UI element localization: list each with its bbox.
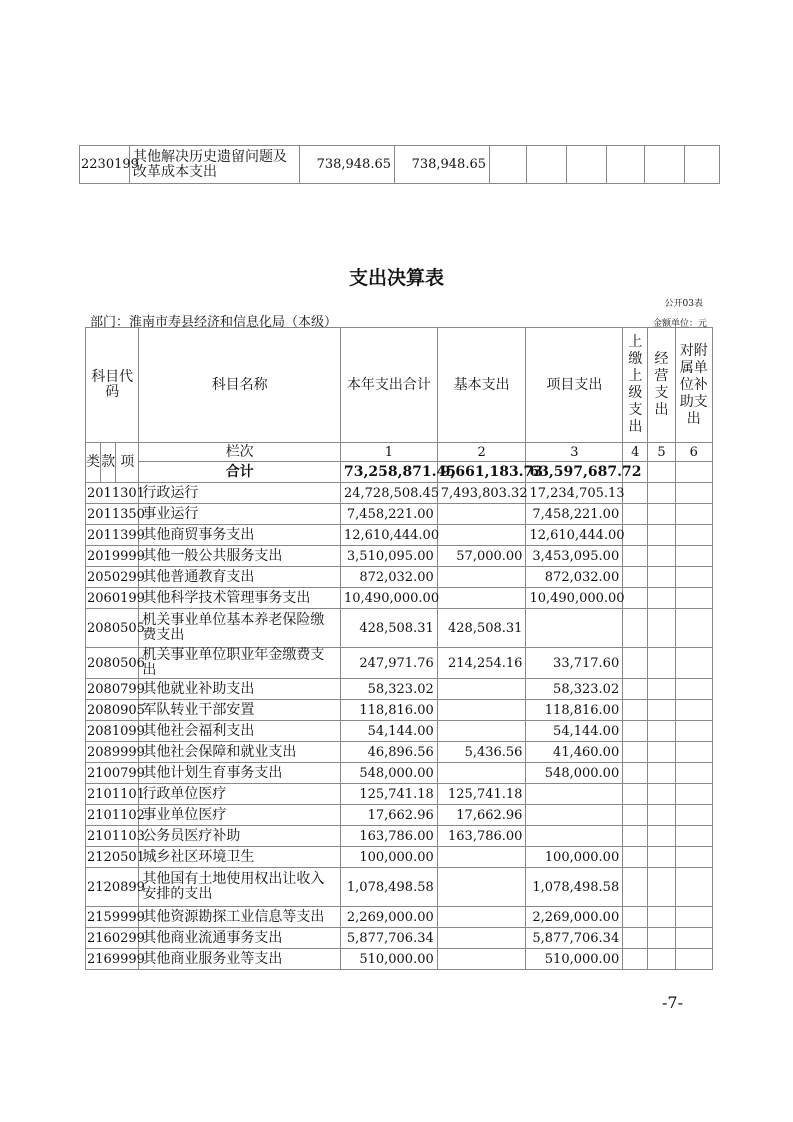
subject-code: 2019999 — [86, 546, 139, 567]
project-amount — [526, 784, 623, 805]
subject-code: 2120899 — [86, 868, 139, 907]
basic-amount — [437, 700, 526, 721]
table-row — [86, 742, 713, 763]
subject-name: 事业单位医疗 — [139, 805, 341, 826]
page-number: -7- — [662, 993, 683, 1012]
form-number: 公开03表 — [664, 299, 703, 309]
operating-cell — [648, 483, 675, 504]
upper-payment-cell — [623, 504, 648, 525]
total-amount: 872,032.00 — [340, 567, 437, 588]
subject-name: 行政单位医疗 — [139, 784, 341, 805]
operating-cell — [648, 868, 675, 907]
operating-cell — [648, 588, 675, 609]
subject-code: 2160299 — [86, 928, 139, 949]
upper-payment-cell — [623, 588, 648, 609]
upper-payment-header: 上缴上级支出 — [623, 328, 648, 443]
project-amount: 10,490,000.00 — [526, 588, 623, 609]
operating-cell — [648, 504, 675, 525]
subsidy-cell — [675, 567, 712, 588]
upper-payment-cell — [623, 805, 648, 826]
upper-payment-cell — [623, 763, 648, 784]
project-amount: 510,000.00 — [526, 949, 623, 970]
subsidy-cell — [675, 588, 712, 609]
subsidy-cell — [675, 826, 712, 847]
project-amount: 12,610,444.00 — [526, 525, 623, 546]
subject-code: 2101103 — [86, 826, 139, 847]
basic-amount: 428,508.31 — [437, 609, 526, 648]
operating-cell — [648, 648, 675, 679]
operating-cell — [648, 546, 675, 567]
subject-name: 机关事业单位职业年金缴费支出 — [139, 648, 341, 679]
table-row — [86, 907, 713, 928]
subject-code: 2101102 — [86, 805, 139, 826]
operating-cell — [648, 567, 675, 588]
basic-amount — [437, 868, 526, 907]
page-title: 支出决算表 — [348, 267, 444, 289]
subject-name: 事业运行 — [139, 504, 341, 525]
basic-amount: 125,741.18 — [437, 784, 526, 805]
subsidy-cell — [675, 949, 712, 970]
subsidy-cell — [675, 805, 712, 826]
subsidy-cell — [675, 525, 712, 546]
upper-payment-cell — [623, 721, 648, 742]
subsidy-cell — [675, 763, 712, 784]
upper-payment-cell — [623, 907, 648, 928]
subject-code: 2159999 — [86, 907, 139, 928]
project-amount: 2,269,000.00 — [526, 907, 623, 928]
kuan-header: 款 — [101, 443, 116, 483]
project-amount: 33,717.60 — [526, 648, 623, 679]
operating-cell — [648, 700, 675, 721]
basic-amount: 738,948.65 — [395, 146, 490, 184]
subsidy-cell — [675, 609, 712, 648]
subsidy-cell — [675, 721, 712, 742]
table-row — [86, 648, 713, 679]
expenditure-table — [85, 327, 713, 970]
subject-name: 机关事业单位基本养老保险缴费支出 — [139, 609, 341, 648]
total-amount: 100,000.00 — [340, 847, 437, 868]
upper-payment-cell — [623, 679, 648, 700]
subject-name: 其他商业流通事务支出 — [139, 928, 341, 949]
project-amount — [526, 805, 623, 826]
table-row — [86, 721, 713, 742]
operating-cell — [648, 679, 675, 700]
subject-name: 行政运行 — [139, 483, 341, 504]
table-row — [86, 679, 713, 700]
subject-name: 其他商业服务业等支出 — [139, 949, 341, 970]
upper-payment-cell — [623, 868, 648, 907]
project-amount: 1,078,498.58 — [526, 868, 623, 907]
column-number-row — [86, 443, 713, 462]
table-row — [86, 949, 713, 970]
subject-code: 2080799 — [86, 679, 139, 700]
table-row — [86, 504, 713, 525]
total-amount: 118,816.00 — [340, 700, 437, 721]
operating-cell — [648, 784, 675, 805]
table-row — [86, 763, 713, 784]
table-row — [86, 847, 713, 868]
subject-name: 其他普通教育支出 — [139, 567, 341, 588]
basic-amount — [437, 504, 526, 525]
subsidy-cell — [675, 847, 712, 868]
upper-payment-cell — [623, 949, 648, 970]
project-amount: 54,144.00 — [526, 721, 623, 742]
amount-unit: 金额单位：元 — [652, 319, 707, 329]
project-header: 项目支出 — [526, 328, 623, 443]
subject-name: 其他科学技术管理事务支出 — [139, 588, 341, 609]
subsidy-cell — [675, 928, 712, 949]
project-amount: 58,323.02 — [526, 679, 623, 700]
subject-code: 2081099 — [86, 721, 139, 742]
basic-amount: 5,436.56 — [437, 742, 526, 763]
subject-code: 2060199 — [86, 588, 139, 609]
lanci-label: 栏次 — [139, 443, 341, 462]
subject-name: 其他资源勘探工业信息等支出 — [139, 907, 341, 928]
total-amount: 54,144.00 — [340, 721, 437, 742]
subject-name: 城乡社区环境卫生 — [139, 847, 341, 868]
basic-amount — [437, 949, 526, 970]
subject-code-header: 科目代码 — [86, 328, 139, 443]
subject-code: 2080506 — [86, 648, 139, 679]
subject-name: 其他就业补助支出 — [139, 679, 341, 700]
subsidy-cell — [675, 868, 712, 907]
basic-amount: 7,493,803.32 — [437, 483, 526, 504]
project-amount: 41,460.00 — [526, 742, 623, 763]
upper-payment-cell — [623, 700, 648, 721]
subject-name: 其他商贸事务支出 — [139, 525, 341, 546]
total-amount: 428,508.31 — [340, 609, 437, 648]
subject-code: 2011399 — [86, 525, 139, 546]
col-number: 3 — [526, 443, 623, 462]
subject-code: 2101101 — [86, 784, 139, 805]
col-number: 2 — [437, 443, 526, 462]
upper-payment-cell — [623, 826, 648, 847]
total-amount: 247,971.76 — [340, 648, 437, 679]
total-label: 合计 — [139, 462, 341, 483]
operating-cell — [648, 805, 675, 826]
basic-amount: 17,662.96 — [437, 805, 526, 826]
project-amount — [526, 826, 623, 847]
table-row — [86, 609, 713, 648]
subject-name: 公务员医疗补助 — [139, 826, 341, 847]
subject-name: 其他国有土地使用权出让收入安排的支出 — [139, 868, 341, 907]
total-amount: 17,662.96 — [340, 805, 437, 826]
total-amount: 58,323.02 — [340, 679, 437, 700]
col-number: 5 — [648, 443, 675, 462]
subsidy-cell — [675, 648, 712, 679]
basic-amount — [437, 847, 526, 868]
operating-cell — [648, 847, 675, 868]
upper-payment-cell — [623, 483, 648, 504]
project-amount: 872,032.00 — [526, 567, 623, 588]
project-amount: 100,000.00 — [526, 847, 623, 868]
total-amount: 5,877,706.34 — [340, 928, 437, 949]
project-amount: 3,453,095.00 — [526, 546, 623, 567]
subject-code: 2011350 — [86, 504, 139, 525]
subsidy-cell — [675, 907, 712, 928]
operating-cell — [648, 826, 675, 847]
total-amount: 3,510,095.00 — [340, 546, 437, 567]
basic-amount: 57,000.00 — [437, 546, 526, 567]
project-amount: 5,877,706.34 — [526, 928, 623, 949]
basic-amount — [437, 679, 526, 700]
total-row — [86, 462, 713, 483]
subject-code: 2100799 — [86, 763, 139, 784]
xiang-header: 项 — [116, 443, 139, 483]
total-amount: 1,078,498.58 — [340, 868, 437, 907]
project-amount: 548,000.00 — [526, 763, 623, 784]
subject-code: 2080505 — [86, 609, 139, 648]
total-amount: 125,741.18 — [340, 784, 437, 805]
project-amount: 17,234,705.13 — [526, 483, 623, 504]
subsidy-header: 对附属单位补助支出 — [675, 328, 712, 443]
operating-header: 经营支出 — [648, 328, 675, 443]
table-row — [86, 805, 713, 826]
basic-header: 基本支出 — [437, 328, 526, 443]
operating-cell — [648, 721, 675, 742]
total-amount: 46,896.56 — [340, 742, 437, 763]
basic-amount — [437, 907, 526, 928]
total-amount: 163,786.00 — [340, 826, 437, 847]
col-number: 4 — [623, 443, 648, 462]
table-row — [86, 567, 713, 588]
table-row — [86, 928, 713, 949]
upper-payment-cell — [623, 742, 648, 763]
grand-project-amount: 63,597,687.72 — [526, 462, 623, 483]
grand-basic-amount: 9,661,183.73 — [437, 462, 526, 483]
upper-payment-cell — [623, 609, 648, 648]
department-label: 部门：淮南市寿县经济和信息化局（本级） — [90, 315, 338, 330]
upper-payment-cell — [623, 928, 648, 949]
total-amount: 548,000.00 — [340, 763, 437, 784]
total-amount: 24,728,508.45 — [340, 483, 437, 504]
project-amount — [526, 609, 623, 648]
header-row — [86, 328, 713, 443]
operating-cell — [648, 949, 675, 970]
table-row — [80, 146, 720, 184]
subsidy-cell — [675, 700, 712, 721]
basic-amount: 214,254.16 — [437, 648, 526, 679]
lei-header: 类 — [86, 443, 101, 483]
subject-name: 其他解决历史遗留问题及改革成本支出 — [130, 146, 300, 184]
project-amount: 118,816.00 — [526, 700, 623, 721]
table-row — [86, 784, 713, 805]
subject-code: 2089999 — [86, 742, 139, 763]
previous-page-table — [79, 145, 720, 184]
subject-name: 军队转业干部安置 — [139, 700, 341, 721]
subject-code: 2120501 — [86, 847, 139, 868]
subject-name-header: 科目名称 — [139, 328, 341, 443]
project-amount: 7,458,221.00 — [526, 504, 623, 525]
operating-cell — [648, 609, 675, 648]
subsidy-cell — [675, 504, 712, 525]
upper-payment-cell — [623, 784, 648, 805]
subject-name: 其他社会保障和就业支出 — [139, 742, 341, 763]
upper-payment-cell — [623, 525, 648, 546]
operating-cell — [648, 763, 675, 784]
subsidy-cell — [675, 784, 712, 805]
operating-cell — [648, 742, 675, 763]
total-amount: 738,948.65 — [300, 146, 395, 184]
basic-amount — [437, 721, 526, 742]
grand-total-amount: 73,258,871.45 — [340, 462, 437, 483]
basic-amount — [437, 928, 526, 949]
table-row — [86, 546, 713, 567]
basic-amount: 163,786.00 — [437, 826, 526, 847]
operating-cell — [648, 928, 675, 949]
subject-code: 2080905 — [86, 700, 139, 721]
operating-cell — [648, 525, 675, 546]
total-amount: 510,000.00 — [340, 949, 437, 970]
upper-payment-cell — [623, 648, 648, 679]
operating-cell — [648, 907, 675, 928]
subject-name: 其他社会福利支出 — [139, 721, 341, 742]
basic-amount — [437, 588, 526, 609]
subject-code: 2011301 — [86, 483, 139, 504]
upper-payment-cell — [623, 546, 648, 567]
total-amount: 2,269,000.00 — [340, 907, 437, 928]
subsidy-cell — [675, 546, 712, 567]
table-row — [86, 700, 713, 721]
upper-payment-cell — [623, 847, 648, 868]
subject-name: 其他计划生育事务支出 — [139, 763, 341, 784]
total-amount: 10,490,000.00 — [340, 588, 437, 609]
table-row — [86, 588, 713, 609]
subject-code: 2050299 — [86, 567, 139, 588]
subject-name: 其他一般公共服务支出 — [139, 546, 341, 567]
basic-amount — [437, 763, 526, 784]
total-header: 本年支出合计 — [340, 328, 437, 443]
basic-amount — [437, 567, 526, 588]
upper-payment-cell — [623, 567, 648, 588]
col-number: 1 — [340, 443, 437, 462]
subsidy-cell — [675, 679, 712, 700]
col-number: 6 — [675, 443, 712, 462]
subject-code: 2169999 — [86, 949, 139, 970]
subsidy-cell — [675, 483, 712, 504]
total-amount: 12,610,444.00 — [340, 525, 437, 546]
table-row — [86, 525, 713, 546]
basic-amount — [437, 525, 526, 546]
table-row — [86, 868, 713, 907]
total-amount: 7,458,221.00 — [340, 504, 437, 525]
subsidy-cell — [675, 742, 712, 763]
table-row — [86, 826, 713, 847]
table-row — [86, 483, 713, 504]
subject-code: 2230199 — [80, 146, 130, 184]
